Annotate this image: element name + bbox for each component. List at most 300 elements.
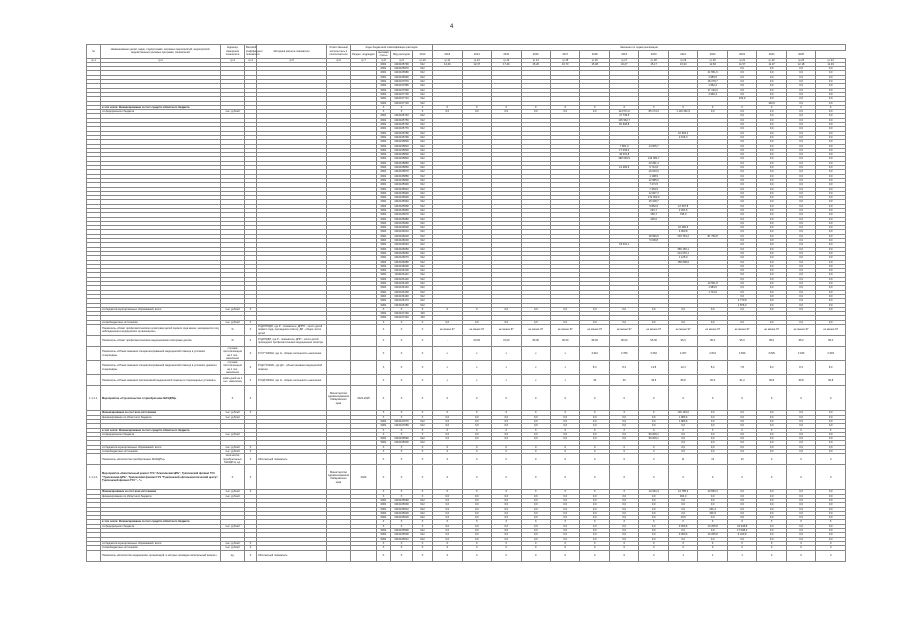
row-value: 100,0	[757, 101, 786, 105]
row-executor: Министерство здравоохранения Хабаровского края	[327, 386, 351, 411]
row-target-article: 1010105970	[391, 213, 413, 217]
row-value: 0,0	[757, 533, 786, 537]
row-value: 0,0	[757, 299, 786, 303]
row-value: 0	[757, 550, 786, 561]
row-value: 0,0	[757, 191, 786, 195]
row-expense-type: 612	[413, 200, 433, 204]
row-years	[351, 454, 377, 465]
row-expense-type: 612	[413, 92, 433, 96]
row-value: 0,0	[757, 183, 786, 187]
row-name: Показатель «Количество приобретенных МАЗ/ДТЦ»	[101, 454, 221, 465]
row-code: Х	[377, 347, 391, 361]
row-value: 0,0	[550, 432, 579, 436]
row-value: 0	[521, 450, 550, 454]
row-value: 0	[462, 307, 491, 311]
row-expense-type: 612	[413, 282, 433, 286]
row-value: 0,0	[757, 247, 786, 251]
row-value: 0,0	[550, 307, 579, 311]
row-target-article: 1010105880	[391, 174, 413, 178]
row-code: 0901	[377, 294, 391, 298]
row-value: 0,0	[757, 140, 786, 144]
row-value: 0,0	[816, 234, 846, 238]
row-value: 0,0	[433, 524, 462, 528]
row-value: 0,0	[757, 419, 786, 423]
row-expense-type: 612	[413, 286, 433, 290]
row-value: 8,3	[580, 361, 609, 375]
row-name: Показатель «Охват профилактическими осмотрами детей первого года жизни, находящихся под наблюдением в медицинских организациях»	[101, 325, 221, 336]
row-expense-type: 612	[413, 187, 433, 191]
row-value: 0,0	[816, 494, 846, 498]
row-value: 0,0	[816, 221, 846, 225]
row-value: Х	[462, 428, 491, 432]
row-name: Финансирование за счет всех источников	[101, 411, 221, 415]
row-expense-type: 612	[413, 269, 433, 273]
row-expense-type: Х	[413, 465, 433, 490]
row-value: 12 067,3	[639, 191, 668, 195]
row-value: х	[521, 347, 550, 361]
row-value: 0,0	[786, 450, 815, 454]
row-value: 0	[639, 450, 668, 454]
row-expense-type: Х	[413, 550, 433, 561]
row-value: 0,0	[521, 498, 550, 502]
row-value: 0,0	[786, 217, 815, 221]
row-value: 0,0	[521, 307, 550, 311]
row-value: 0	[433, 450, 462, 454]
row-target-article: 1010105960	[391, 208, 413, 212]
row-value: 0,0	[816, 127, 846, 131]
row-target-article: Х	[391, 307, 413, 311]
row-value: 0,0	[786, 511, 815, 515]
row-value: 0,0	[786, 503, 815, 507]
row-value: 0	[639, 445, 668, 449]
row-value: 0,0	[492, 507, 521, 511]
row-target-article: 1010105790	[391, 62, 413, 66]
row-value: 0,0	[698, 432, 727, 436]
row-value: 0,0	[462, 494, 491, 498]
row-value: 0,0	[433, 320, 462, 324]
row-value: 47 739,5	[609, 114, 638, 118]
row-value: 95,0	[757, 336, 786, 347]
row-value: не менее 97	[521, 325, 550, 336]
row-value: Х	[550, 411, 579, 415]
row-value: 0,0	[786, 226, 815, 230]
row-value: 0,0	[786, 445, 815, 449]
row-years	[351, 375, 377, 386]
row-expense-type: 612	[413, 260, 433, 264]
row-value: Х	[433, 105, 462, 109]
row-value: 0	[757, 541, 786, 545]
row-value: 0	[550, 465, 579, 490]
header-year: 2018	[580, 51, 609, 59]
row-value: Х	[433, 520, 462, 524]
column-number: гр.9	[391, 58, 413, 62]
header-code-col: Раздел, подраздел	[351, 51, 377, 59]
row-value: 0,0	[816, 450, 846, 454]
row-value: 99 209,1	[639, 432, 668, 436]
row-value: 0,0	[580, 432, 609, 436]
row-value: 0,0	[816, 135, 846, 139]
row-target-article: 1010106170	[391, 299, 413, 303]
row-code: 0901	[377, 161, 391, 165]
row-value: 0,0	[816, 71, 846, 75]
row-code: 0901	[377, 303, 391, 307]
row-value: 0	[668, 386, 697, 411]
row-value: 0,0	[727, 71, 756, 75]
row-value: Х	[757, 105, 786, 109]
row-target-article: 1010105890	[391, 178, 413, 182]
row-code: 0901	[377, 118, 391, 122]
row-value: 0	[492, 454, 521, 465]
row-value: Х	[550, 105, 579, 109]
row-expense-type: Х	[413, 307, 433, 311]
row-expense-type: 612	[413, 88, 433, 92]
table-row	[87, 550, 846, 561]
row-target-article: 1010105990	[391, 75, 413, 79]
row-value: 0,0	[727, 239, 756, 243]
row-value: 100,0	[727, 97, 756, 101]
row-expense-type: 612	[413, 533, 433, 537]
row-value: 0,0	[816, 437, 846, 441]
row-value: 0,0	[816, 118, 846, 122]
row-value: 0,0	[757, 217, 786, 221]
row-value: 0,0	[492, 537, 521, 541]
row-value: 0,0	[816, 226, 846, 230]
row-target-article: 1010107680	[391, 424, 413, 428]
row-expense-type: 612	[413, 71, 433, 75]
row-target-article: 1010105980	[391, 71, 413, 75]
row-value: 23 830,3	[698, 490, 727, 494]
row-value: 0	[580, 541, 609, 545]
row-value: 0,0	[816, 273, 846, 277]
row-target-article: 1010106060	[391, 251, 413, 255]
row-value: 0,0	[727, 234, 756, 238]
row-value: 0	[639, 550, 668, 561]
row-value: 0,0	[757, 123, 786, 127]
row-value: Х	[462, 520, 491, 524]
row-value: Х	[580, 428, 609, 432]
row-value: 0,0	[492, 494, 521, 498]
row-expense-type: Х	[413, 415, 433, 419]
row-value: 0,0	[757, 303, 786, 307]
row-value: 0	[816, 465, 846, 490]
row-name: из федерального бюджета	[101, 432, 221, 436]
row-value: 13	[698, 454, 727, 465]
row-expense-type: 612	[413, 441, 433, 445]
table-row	[87, 361, 846, 375]
row-value: 0,0	[786, 140, 815, 144]
row-name: финансирование из областного бюджета	[101, 415, 221, 419]
row-value: 0	[433, 550, 462, 561]
row-value: 0,0	[727, 264, 756, 268]
row-code: Х	[377, 450, 391, 454]
column-number: гр.16	[580, 58, 609, 62]
row-value: х	[492, 347, 521, 361]
row-value: 4 960,4	[698, 92, 727, 96]
row-value: 0	[492, 546, 521, 550]
row-name: в том числе: Финансирование за счет средств областного бюджета	[101, 520, 221, 524]
row-expense-type: 612	[413, 196, 433, 200]
row-value: не менее 97	[550, 325, 579, 336]
row-target-article: 1010107710	[391, 97, 413, 101]
row-value: Х	[816, 105, 846, 109]
row-value: 0,0	[786, 490, 815, 494]
row-value: 0	[433, 445, 462, 449]
row-value: 0	[816, 386, 846, 411]
row-target-article: 1010105810	[391, 144, 413, 148]
row-value: 0,0	[727, 415, 756, 419]
row-value: 0	[580, 450, 609, 454]
row-expense-type: 612	[413, 140, 433, 144]
row-value: 0	[698, 465, 727, 490]
row-value: 0,0	[786, 299, 815, 303]
row-expense-type: Х	[413, 375, 433, 386]
row-code: Х	[377, 520, 391, 524]
row-value: 0,0	[727, 490, 756, 494]
row-expense-type: 612	[413, 191, 433, 195]
row-expense-type: 612	[413, 290, 433, 294]
row-value: 0,0	[727, 204, 756, 208]
row-value: 0,0	[757, 524, 786, 528]
row-value: 0,0	[580, 503, 609, 507]
row-value: 0,0	[698, 437, 727, 441]
row-expense-type: 612	[413, 148, 433, 152]
row-code: 0901	[377, 196, 391, 200]
row-weight: Х	[245, 445, 257, 449]
row-code: 0901	[377, 170, 391, 174]
row-target-article: Х	[391, 454, 413, 465]
row-value: Х	[433, 411, 462, 415]
row-value: Х	[492, 520, 521, 524]
row-name: из бюджетов муниципальных образований, всего	[101, 541, 221, 545]
row-weight: Х	[245, 465, 257, 490]
row-value: 0,0	[609, 533, 638, 537]
row-expense-type: 612	[413, 226, 433, 230]
row-value: 16,27	[609, 62, 638, 66]
row-value: 0,0	[757, 148, 786, 152]
row-value: 0,0	[816, 294, 846, 298]
table-body	[87, 62, 846, 561]
table-header	[87, 45, 846, 63]
table-row	[87, 465, 846, 490]
row-expense-type: 612	[413, 144, 433, 148]
row-value: 99 209,1	[639, 437, 668, 441]
row-value: 0,0	[786, 97, 815, 101]
row-value: 291,4	[698, 507, 727, 511]
row-code: Х	[377, 411, 391, 415]
row-value: Х	[433, 490, 462, 494]
row-value: 0,0	[786, 277, 815, 281]
row-value: Х	[521, 428, 550, 432]
row-executor	[327, 325, 351, 336]
column-number: гр.6	[327, 58, 351, 62]
column-number: гр.14	[521, 58, 550, 62]
row-code: 0901	[377, 148, 391, 152]
row-value: 0,0	[727, 251, 756, 255]
row-value: 0,0	[727, 260, 756, 264]
row-value: 0,0	[816, 239, 846, 243]
row-value: 2 789	[609, 347, 638, 361]
row-code: 0901	[377, 174, 391, 178]
row-value: 0,0	[580, 110, 609, 114]
row-value: 4 960,8	[668, 230, 697, 234]
row-value: 6 712,8	[639, 166, 668, 170]
row-value: Х	[492, 428, 521, 432]
row-value: 9 360,6	[668, 524, 697, 528]
row-value: 23 338,8	[727, 524, 756, 528]
row-code: 0901	[377, 256, 391, 260]
row-value: 0	[550, 541, 579, 545]
row-value: 10,5	[668, 516, 697, 520]
row-value: 0,0	[786, 256, 815, 260]
row-value: 6 240,6	[727, 533, 756, 537]
row-value: 0	[816, 550, 846, 561]
row-value: 0,0	[727, 131, 756, 135]
row-value: 0,0	[433, 537, 462, 541]
row-value: 0,0	[786, 144, 815, 148]
header-code-col: Вид расходов	[391, 51, 413, 59]
row-value: 0	[639, 541, 668, 545]
row-value: 0,0	[609, 419, 638, 423]
row-value: 0,0	[727, 494, 756, 498]
row-unit: тыс. рублей	[221, 411, 245, 415]
row-value: 0,0	[786, 307, 815, 311]
row-name: Показатель «Объем оказания специализированной медицинской помощи в условиях дневного стационара»	[101, 361, 221, 375]
row-name: Показатель «Объем оказания специализированной медицинской помощи в условиях стационара»	[101, 347, 221, 361]
row-value: 0	[727, 546, 756, 550]
row-value: 0,0	[550, 524, 579, 528]
row-value: 0,0	[609, 320, 638, 324]
row-value: 16,73	[550, 62, 579, 66]
row-value: 2 830	[727, 347, 756, 361]
row-value: 0,0	[492, 432, 521, 436]
row-value: 0,0	[757, 230, 786, 234]
row-value: 0,0	[580, 533, 609, 537]
row-value: Х	[609, 105, 638, 109]
row-value: 0,0	[757, 71, 786, 75]
row-value: 0,0	[668, 511, 697, 515]
row-value: 0	[727, 386, 756, 411]
row-value: 0	[609, 386, 638, 411]
row-code: 0901	[377, 230, 391, 234]
row-value: 4 910	[580, 347, 609, 361]
row-value: 0,0	[727, 153, 756, 157]
row-value: Х	[727, 428, 756, 432]
row-value: 0	[580, 386, 609, 411]
row-name: из внебюджетных источников	[101, 320, 221, 324]
column-number: гр.7	[351, 58, 377, 62]
row-value: 15,20	[521, 62, 550, 66]
row-value: 0	[757, 465, 786, 490]
row-value: 0,0	[727, 450, 756, 454]
row-value: 0,0	[492, 307, 521, 311]
row-code: Х	[377, 386, 391, 411]
row-value: 17 133,0	[698, 88, 727, 92]
row-value: 0	[698, 541, 727, 545]
row-value: 0,0	[757, 200, 786, 204]
row-value: 0,0	[580, 320, 609, 324]
row-value: 0,0	[786, 213, 815, 217]
row-value: 0,0	[757, 187, 786, 191]
row-value: 12,3	[668, 361, 697, 375]
header-unit: Единица измерения показателя	[221, 45, 245, 59]
row-value: Х	[462, 490, 491, 494]
row-value: 0,0	[727, 123, 756, 127]
row-value: 0,0	[757, 144, 786, 148]
row-value: 0,0	[816, 157, 846, 161]
row-value: х	[433, 347, 462, 361]
row-name: из федерального бюджета	[101, 110, 221, 114]
row-value: 13,8	[639, 361, 668, 375]
row-value: 0,0	[757, 498, 786, 502]
row-value: 86,8	[668, 375, 697, 386]
row-value: не менее 97	[757, 325, 786, 336]
row-value: 0,0	[727, 213, 756, 217]
row-target-article: 1010106180	[391, 303, 413, 307]
row-value: 0,0	[786, 183, 815, 187]
row-value: 0,0	[727, 140, 756, 144]
row-value: 0,0	[816, 204, 846, 208]
row-value: 0,0	[727, 320, 756, 324]
row-value: 1 983,6	[668, 415, 697, 419]
row-code: 0901	[377, 441, 391, 445]
row-value: 0,0	[786, 75, 815, 79]
row-expense-type: 612	[413, 204, 433, 208]
row-years	[351, 347, 377, 361]
row-value: 0,0	[521, 110, 550, 114]
row-unit: тыс. рублей	[221, 110, 245, 114]
row-value: 0,0	[816, 110, 846, 114]
row-value: 12 397,8	[668, 204, 697, 208]
row-value: 0,0	[816, 529, 846, 533]
row-value: 0,0	[757, 127, 786, 131]
row-value: 0,0	[727, 196, 756, 200]
row-value: 0	[727, 465, 756, 490]
row-value: Х	[580, 105, 609, 109]
row-value: 0,0	[757, 415, 786, 419]
row-code: 0901	[377, 75, 391, 79]
row-value: 0	[698, 386, 727, 411]
row-name: в том числе: Финансирование за счет средств областного бюджета	[101, 105, 221, 109]
row-value: 0,0	[757, 494, 786, 498]
row-value: 0,0	[550, 320, 579, 324]
header-year: 2020	[639, 51, 668, 59]
row-value: 0,0	[757, 282, 786, 286]
column-number: гр.15	[550, 58, 579, 62]
row-value: 12,66	[698, 62, 727, 66]
row-value: 95,00	[609, 336, 638, 347]
row-value: 2 844	[698, 347, 727, 361]
row-value: Х	[550, 490, 579, 494]
header-values-by-year: Значения по годам реализации	[433, 45, 846, 51]
row-value: Х	[786, 105, 815, 109]
row-target-article: 1010105780	[391, 131, 413, 135]
row-value: 0,0	[786, 101, 815, 105]
row-code: 0901	[377, 101, 391, 105]
row-value: 0,0	[786, 516, 815, 520]
column-number: гр.18	[639, 58, 668, 62]
row-value: 12,26	[433, 62, 462, 66]
row-value: 0,0	[757, 239, 786, 243]
table-row	[87, 347, 846, 361]
row-target-article: 1010107700	[391, 92, 413, 96]
row-value: 0,0	[521, 503, 550, 507]
row-value: 18 279,7	[698, 80, 727, 84]
row-value: 150,7	[639, 213, 668, 217]
row-value: 0,0	[757, 260, 786, 264]
row-value: 0,0	[550, 511, 579, 515]
row-value: 0,0	[727, 166, 756, 170]
column-number: гр.8	[377, 58, 391, 62]
